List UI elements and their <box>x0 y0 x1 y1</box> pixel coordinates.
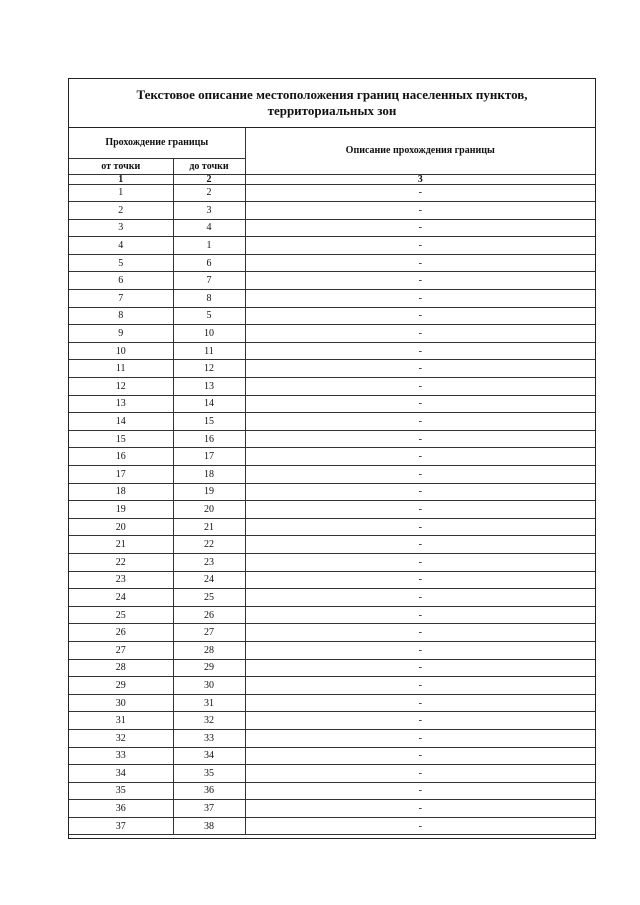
table-row <box>69 395 595 413</box>
from-point-cell: 37 <box>69 817 173 835</box>
to-point-cell: 30 <box>173 677 245 695</box>
to-point-cell: 35 <box>173 765 245 783</box>
to-point-cell: 23 <box>173 553 245 571</box>
description-cell: - <box>245 254 595 272</box>
table-row <box>69 589 595 607</box>
from-point-cell: 23 <box>69 571 173 589</box>
to-point-cell: 17 <box>173 448 245 466</box>
description-cell: - <box>245 184 595 202</box>
to-point-cell: 32 <box>173 712 245 730</box>
title-line-1: Текстовое описание местоположения границ населенных пунктов, <box>136 87 528 102</box>
to-point-cell: 4 <box>173 219 245 237</box>
from-point-cell: 19 <box>69 501 173 519</box>
to-point-cell: 11 <box>173 342 245 360</box>
description-cell: - <box>245 448 595 466</box>
description-cell: - <box>245 571 595 589</box>
from-point-cell: 2 <box>69 202 173 220</box>
to-point-cell: 28 <box>173 641 245 659</box>
from-point-cell: 24 <box>69 589 173 607</box>
table-row <box>69 765 595 783</box>
table-row <box>69 712 595 730</box>
from-point-cell: 11 <box>69 360 173 378</box>
to-point-cell: 38 <box>173 817 245 835</box>
description-cell: - <box>245 466 595 484</box>
to-point-cell: 22 <box>173 536 245 554</box>
table-row <box>69 694 595 712</box>
from-point-cell: 13 <box>69 395 173 413</box>
table-row <box>69 466 595 484</box>
table-row <box>69 659 595 677</box>
description-cell: - <box>245 237 595 255</box>
description-cell: - <box>245 712 595 730</box>
to-point-cell: 26 <box>173 606 245 624</box>
from-point-header: от точки <box>69 158 173 174</box>
table-row <box>69 782 595 800</box>
table-row <box>69 202 595 220</box>
description-cell: - <box>245 624 595 642</box>
description-cell: - <box>245 413 595 431</box>
table-row <box>69 624 595 642</box>
description-cell: - <box>245 360 595 378</box>
table-row <box>69 800 595 818</box>
column-number-2: 2 <box>173 174 245 184</box>
to-point-header: до точки <box>173 158 245 174</box>
to-point-cell: 12 <box>173 360 245 378</box>
passage-header: Прохождение границы <box>69 128 245 158</box>
table-row <box>69 747 595 765</box>
from-point-cell: 8 <box>69 307 173 325</box>
to-point-cell: 33 <box>173 729 245 747</box>
from-point-cell: 15 <box>69 430 173 448</box>
from-point-cell: 1 <box>69 184 173 202</box>
description-cell: - <box>245 606 595 624</box>
description-cell: - <box>245 219 595 237</box>
from-point-cell: 7 <box>69 290 173 308</box>
from-point-cell: 6 <box>69 272 173 290</box>
from-point-cell: 26 <box>69 624 173 642</box>
to-point-cell: 15 <box>173 413 245 431</box>
table-row <box>69 307 595 325</box>
table-row <box>69 536 595 554</box>
title-line-2: территориальных зон <box>267 103 397 118</box>
description-cell: - <box>245 307 595 325</box>
description-cell: - <box>245 553 595 571</box>
from-point-cell: 35 <box>69 782 173 800</box>
table-row <box>69 501 595 519</box>
description-cell: - <box>245 342 595 360</box>
to-point-cell: 31 <box>173 694 245 712</box>
from-point-cell: 31 <box>69 712 173 730</box>
description-cell: - <box>245 589 595 607</box>
from-point-cell: 27 <box>69 641 173 659</box>
table-row <box>69 219 595 237</box>
description-cell: - <box>245 817 595 835</box>
from-point-cell: 32 <box>69 729 173 747</box>
to-point-cell: 7 <box>173 272 245 290</box>
table-row <box>69 237 595 255</box>
description-cell: - <box>245 290 595 308</box>
from-point-cell: 28 <box>69 659 173 677</box>
from-point-cell: 34 <box>69 765 173 783</box>
description-cell: - <box>245 747 595 765</box>
table-row <box>69 729 595 747</box>
table-row <box>69 571 595 589</box>
boundary-table <box>69 128 595 835</box>
table-row <box>69 483 595 501</box>
from-point-cell: 36 <box>69 800 173 818</box>
to-point-cell: 37 <box>173 800 245 818</box>
from-point-cell: 30 <box>69 694 173 712</box>
description-cell: - <box>245 483 595 501</box>
to-point-cell: 13 <box>173 378 245 396</box>
description-cell: - <box>245 536 595 554</box>
to-point-cell: 24 <box>173 571 245 589</box>
to-point-cell: 6 <box>173 254 245 272</box>
table-row <box>69 606 595 624</box>
to-point-cell: 29 <box>173 659 245 677</box>
from-point-cell: 5 <box>69 254 173 272</box>
table-row <box>69 290 595 308</box>
from-point-cell: 18 <box>69 483 173 501</box>
header-row-1 <box>69 128 595 158</box>
table-row <box>69 518 595 536</box>
from-point-cell: 10 <box>69 342 173 360</box>
from-point-cell: 16 <box>69 448 173 466</box>
from-point-cell: 29 <box>69 677 173 695</box>
table-row <box>69 184 595 202</box>
from-point-cell: 3 <box>69 219 173 237</box>
to-point-cell: 34 <box>173 747 245 765</box>
table-row <box>69 817 595 835</box>
table-row <box>69 641 595 659</box>
from-point-cell: 33 <box>69 747 173 765</box>
table-row <box>69 254 595 272</box>
table-row <box>69 430 595 448</box>
to-point-cell: 19 <box>173 483 245 501</box>
bottom-divider <box>68 838 596 839</box>
table-row <box>69 378 595 396</box>
table-row <box>69 413 595 431</box>
to-point-cell: 14 <box>173 395 245 413</box>
to-point-cell: 2 <box>173 184 245 202</box>
column-number-3: 3 <box>245 174 595 184</box>
description-cell: - <box>245 202 595 220</box>
to-point-cell: 36 <box>173 782 245 800</box>
table-row <box>69 553 595 571</box>
to-point-cell: 5 <box>173 307 245 325</box>
to-point-cell: 1 <box>173 237 245 255</box>
table-row <box>69 448 595 466</box>
description-cell: - <box>245 325 595 343</box>
from-point-cell: 14 <box>69 413 173 431</box>
from-point-cell: 4 <box>69 237 173 255</box>
description-cell: - <box>245 378 595 396</box>
from-point-cell: 9 <box>69 325 173 343</box>
description-cell: - <box>245 501 595 519</box>
table-row <box>69 272 595 290</box>
table-row <box>69 325 595 343</box>
table-row <box>69 360 595 378</box>
from-point-cell: 17 <box>69 466 173 484</box>
to-point-cell: 16 <box>173 430 245 448</box>
description-cell: - <box>245 694 595 712</box>
table-row <box>69 342 595 360</box>
document-title <box>69 79 595 128</box>
description-cell: - <box>245 518 595 536</box>
description-cell: - <box>245 272 595 290</box>
description-cell: - <box>245 659 595 677</box>
description-cell: - <box>245 430 595 448</box>
boundary-table-frame <box>68 78 596 839</box>
description-cell: - <box>245 641 595 659</box>
to-point-cell: 3 <box>173 202 245 220</box>
description-cell: - <box>245 800 595 818</box>
description-cell: - <box>245 782 595 800</box>
to-point-cell: 18 <box>173 466 245 484</box>
from-point-cell: 20 <box>69 518 173 536</box>
to-point-cell: 25 <box>173 589 245 607</box>
description-cell: - <box>245 765 595 783</box>
from-point-cell: 22 <box>69 553 173 571</box>
from-point-cell: 12 <box>69 378 173 396</box>
description-cell: - <box>245 395 595 413</box>
to-point-cell: 20 <box>173 501 245 519</box>
from-point-cell: 21 <box>69 536 173 554</box>
description-cell: - <box>245 677 595 695</box>
to-point-cell: 27 <box>173 624 245 642</box>
to-point-cell: 21 <box>173 518 245 536</box>
column-number-1: 1 <box>69 174 173 184</box>
to-point-cell: 8 <box>173 290 245 308</box>
from-point-cell: 25 <box>69 606 173 624</box>
column-number-row <box>69 174 595 184</box>
description-header: Описание прохождения границы <box>245 128 595 174</box>
description-cell: - <box>245 729 595 747</box>
table-row <box>69 677 595 695</box>
to-point-cell: 10 <box>173 325 245 343</box>
table-body <box>69 184 595 835</box>
